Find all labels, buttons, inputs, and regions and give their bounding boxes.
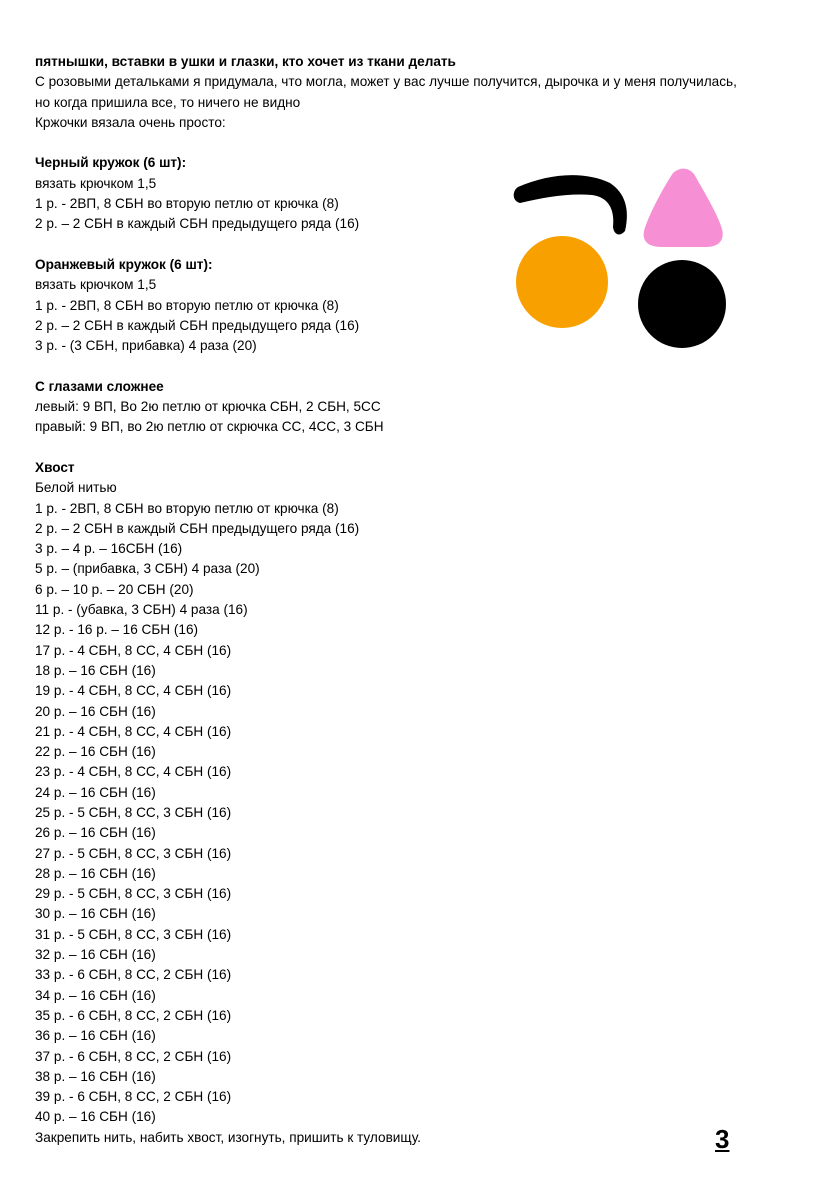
tail-row: 6 р. – 10 р. – 20 СБН (20)	[35, 581, 194, 597]
tail-row: 20 р. – 16 СБН (16)	[35, 703, 156, 719]
tail-row: 30 р. – 16 СБН (16)	[35, 906, 156, 922]
black-circle-row: 2 р. – 2 СБН в каждый СБН предыдущего ряда (16)	[35, 216, 360, 232]
black-circle-row: 1 р. - 2ВП, 8 СБН во вторую петлю от крючка (8)	[35, 196, 339, 212]
tail-row: 24 р. – 16 СБН (16)	[35, 784, 156, 800]
intro-line-3: Кржочки вязала очень просто:	[35, 114, 226, 130]
tail-row: 17 р. - 4 СБН, 8 СС, 4 СБН (16)	[35, 642, 232, 658]
tail-row: 34 р. – 16 СБН (16)	[35, 987, 156, 1003]
tail-row: 37 р. - 6 СБН, 8 СС, 2 СБН (16)	[35, 1048, 232, 1064]
tail-row: 18 р. – 16 СБН (16)	[35, 662, 156, 678]
intro-heading: пятнышки, вставки в ушки и глазки, кто хочет из ткани делать	[35, 54, 456, 69]
tail-row: 19 р. - 4 СБН, 8 СС, 4 СБН (16)	[35, 683, 232, 699]
tail-row: 5 р. – (прибавка, 3 СБН) 4 раза (20)	[35, 561, 260, 577]
black-circle-hook: вязать крючком 1,5	[35, 175, 157, 191]
tail-row: 29 р. - 5 СБН, 8 СС, 3 СБН (16)	[35, 886, 232, 902]
crochet-parts-illustration	[510, 165, 735, 355]
tail-row: 32 р. – 16 СБН (16)	[35, 947, 156, 963]
orange-circle-title: Оранжевый кружок (6 шт):	[35, 256, 213, 272]
tail-finish: Закрепить нить, набить хвост, изогнуть, пришить к туловищу.	[35, 1129, 421, 1145]
tail-row: 27 р. - 5 СБН, 8 СС, 3 СБН (16)	[35, 845, 232, 861]
tail-row: 26 р. – 16 СБН (16)	[35, 825, 156, 841]
tail-row: 22 р. – 16 СБН (16)	[35, 744, 156, 760]
tail-row: 3 р. – 4 р. – 16СБН (16)	[35, 541, 183, 557]
tail-title: Хвост	[35, 459, 75, 475]
orange-circle-shape	[516, 236, 608, 328]
tail-rows-list	[35, 499, 805, 1128]
tail-thread: Белой нитью	[35, 480, 117, 496]
tail-row: 21 р. - 4 СБН, 8 СС, 4 СБН (16)	[35, 723, 232, 739]
tail-row: 33 р. - 6 СБН, 8 СС, 2 СБН (16)	[35, 967, 232, 983]
intro-line-1: С розовыми детальками я придумала, что могла, может у вас лучше получится, дырочка и у меня получилась,	[35, 74, 737, 90]
tail-row: 23 р. - 4 СБН, 8 СС, 4 СБН (16)	[35, 764, 232, 780]
tail-row: 25 р. - 5 СБН, 8 СС, 3 СБН (16)	[35, 804, 232, 820]
tail-row: 39 р. - 6 СБН, 8 СС, 2 СБН (16)	[35, 1089, 232, 1105]
tail-row: 35 р. - 6 СБН, 8 СС, 2 СБН (16)	[35, 1007, 232, 1023]
pink-triangle-shape	[644, 169, 723, 247]
page-number: 3	[715, 1124, 730, 1154]
tail-row: 40 р. – 16 СБН (16)	[35, 1109, 156, 1125]
eyebrow-stroke-shape	[514, 175, 627, 234]
tail-row: 28 р. – 16 СБН (16)	[35, 865, 156, 881]
orange-circle-hook: вязать крючком 1,5	[35, 277, 157, 293]
orange-circle-row: 1 р. - 2ВП, 8 СБН во вторую петлю от крючка (8)	[35, 297, 339, 313]
tail-row: 2 р. – 2 СБН в каждый СБН предыдущего ряда (16)	[35, 520, 360, 536]
eyes-left: левый: 9 ВП, Во 2ю петлю от крючка СБН, 2 СБН, 5СС	[35, 399, 381, 415]
orange-circle-row: 2 р. – 2 СБН в каждый СБН предыдущего ряда (16)	[35, 317, 360, 333]
tail-row: 11 р. - (убавка, 3 СБН) 4 раза (16)	[35, 602, 248, 618]
black-circle-title: Черный кружок (6 шт):	[35, 155, 187, 171]
tail-row: 1 р. - 2ВП, 8 СБН во вторую петлю от крючка (8)	[35, 500, 339, 516]
eyes-right: правый: 9 ВП, во 2ю петлю от скрючка СС, 4СС, 3 СБН	[35, 419, 384, 435]
tail-row: 36 р. – 16 СБН (16)	[35, 1028, 156, 1044]
tail-row: 12 р. - 16 р. – 16 СБН (16)	[35, 622, 199, 638]
black-circle-shape	[638, 260, 726, 348]
tail-row: 31 р. - 5 СБН, 8 СС, 3 СБН (16)	[35, 926, 232, 942]
orange-circle-row: 3 р. - (3 СБН, прибавка) 4 раза (20)	[35, 338, 257, 354]
eyes-title: С глазами сложнее	[35, 378, 164, 394]
tail-row: 38 р. – 16 СБН (16)	[35, 1068, 156, 1084]
intro-line-2: но когда пришила все, то ничего не видно	[35, 94, 301, 110]
